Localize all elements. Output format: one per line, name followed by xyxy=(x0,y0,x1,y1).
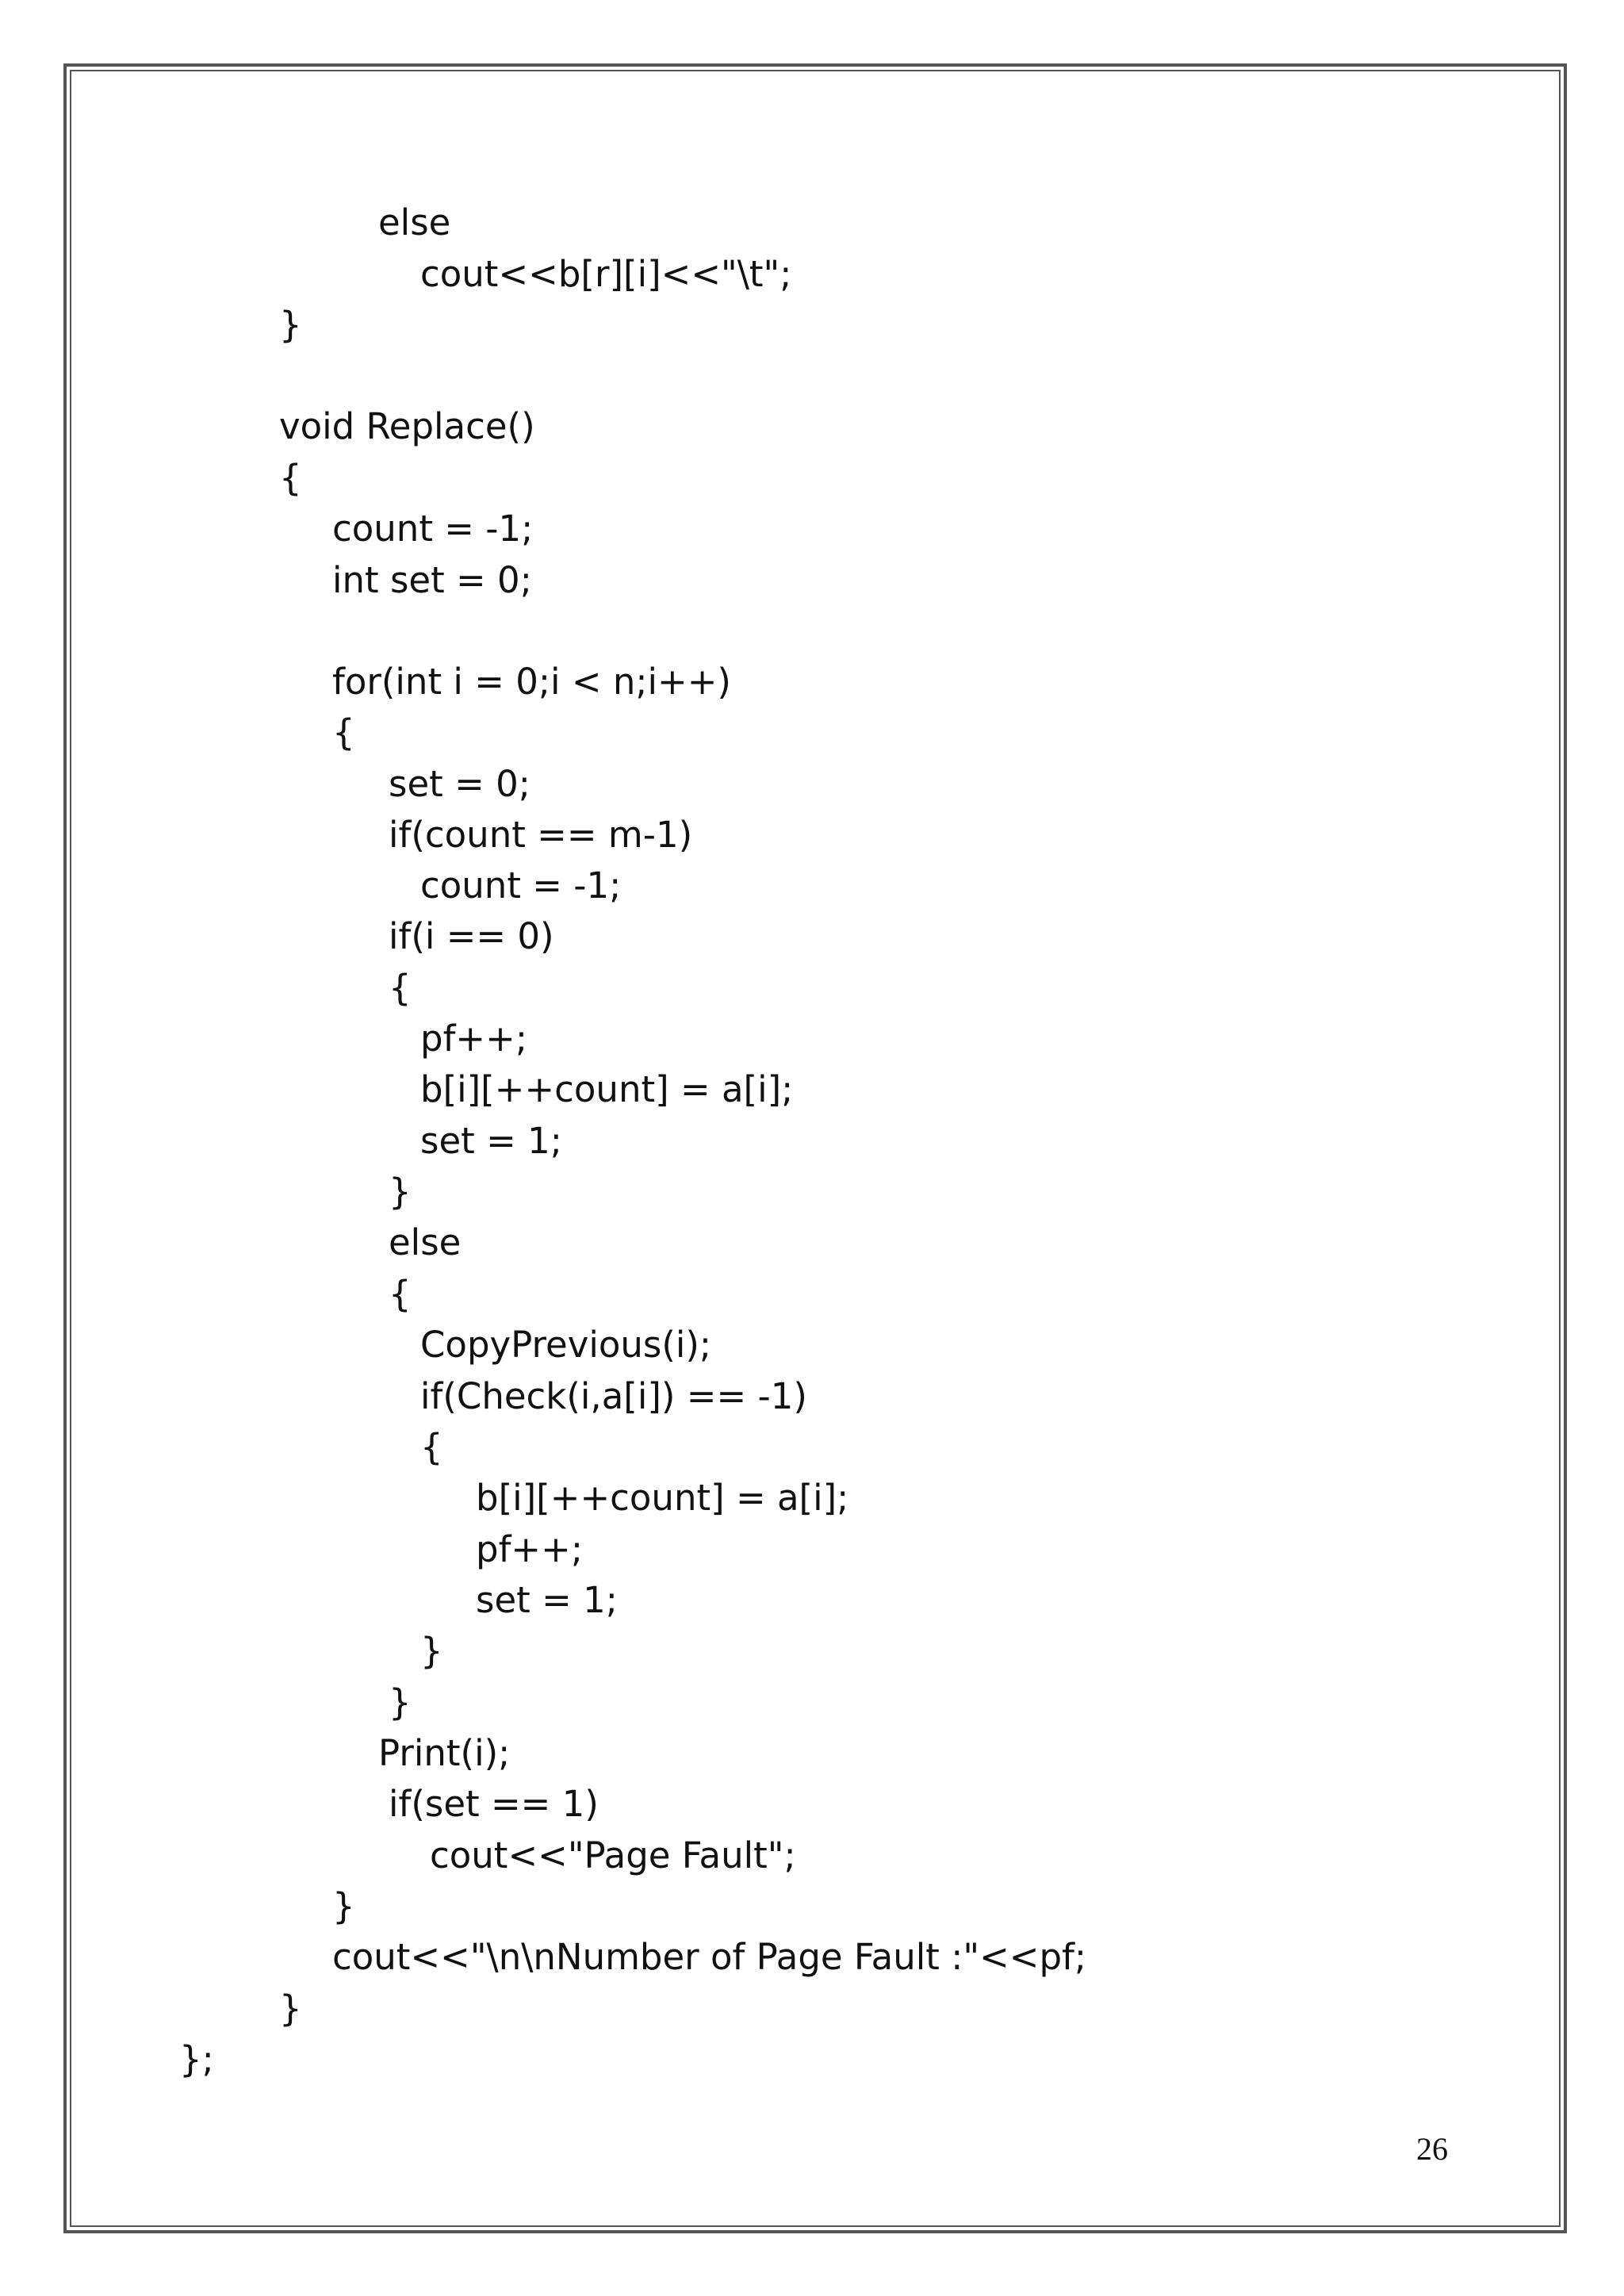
code-line: { xyxy=(420,1426,443,1468)
code-line: } xyxy=(420,1630,443,1672)
code-line: } xyxy=(332,1885,355,1927)
code-line: cout<<"Page Fault"; xyxy=(430,1834,796,1876)
code-line: CopyPrevious(i); xyxy=(420,1324,712,1366)
code-line: { xyxy=(389,967,412,1009)
code-line: void Replace() xyxy=(279,405,535,447)
code-line: cout<<"\n\nNumber of Page Fault :"<<pf; xyxy=(332,1936,1087,1978)
code-line: count = -1; xyxy=(332,508,534,550)
code-line: set = 1; xyxy=(420,1120,562,1162)
code-line: b[i][++count] = a[i]; xyxy=(420,1068,794,1110)
page-border-inner xyxy=(70,70,1561,2227)
code-line: { xyxy=(389,1273,412,1315)
code-line: else xyxy=(389,1221,462,1263)
code-line: pf++; xyxy=(420,1018,527,1060)
code-line: for(int i = 0;i < n;i++) xyxy=(332,661,731,703)
code-line: b[i][++count] = a[i]; xyxy=(476,1477,849,1519)
code-line: Print(i); xyxy=(378,1732,511,1774)
code-line: }; xyxy=(179,2038,214,2080)
code-line: if(i == 0) xyxy=(389,915,554,957)
code-line: { xyxy=(279,457,302,499)
code-line: } xyxy=(279,1987,302,2030)
code-line: pf++; xyxy=(476,1528,583,1570)
page-number: 26 xyxy=(1416,2131,1448,2167)
code-line: int set = 0; xyxy=(332,559,532,601)
code-line: if(set == 1) xyxy=(389,1783,599,1825)
code-line: else xyxy=(378,201,451,243)
code-line: cout<<b[r][i]<<"\t"; xyxy=(420,253,792,295)
code-line: } xyxy=(279,304,302,346)
code-line: } xyxy=(389,1681,412,1723)
code-line: { xyxy=(332,711,355,753)
code-line: } xyxy=(389,1171,412,1213)
code-line: count = -1; xyxy=(420,864,622,907)
code-line: if(count == m-1) xyxy=(389,814,693,856)
code-line: if(Check(i,a[i]) == -1) xyxy=(420,1375,807,1417)
code-line: set = 0; xyxy=(389,763,530,805)
code-line: set = 1; xyxy=(476,1579,618,1621)
